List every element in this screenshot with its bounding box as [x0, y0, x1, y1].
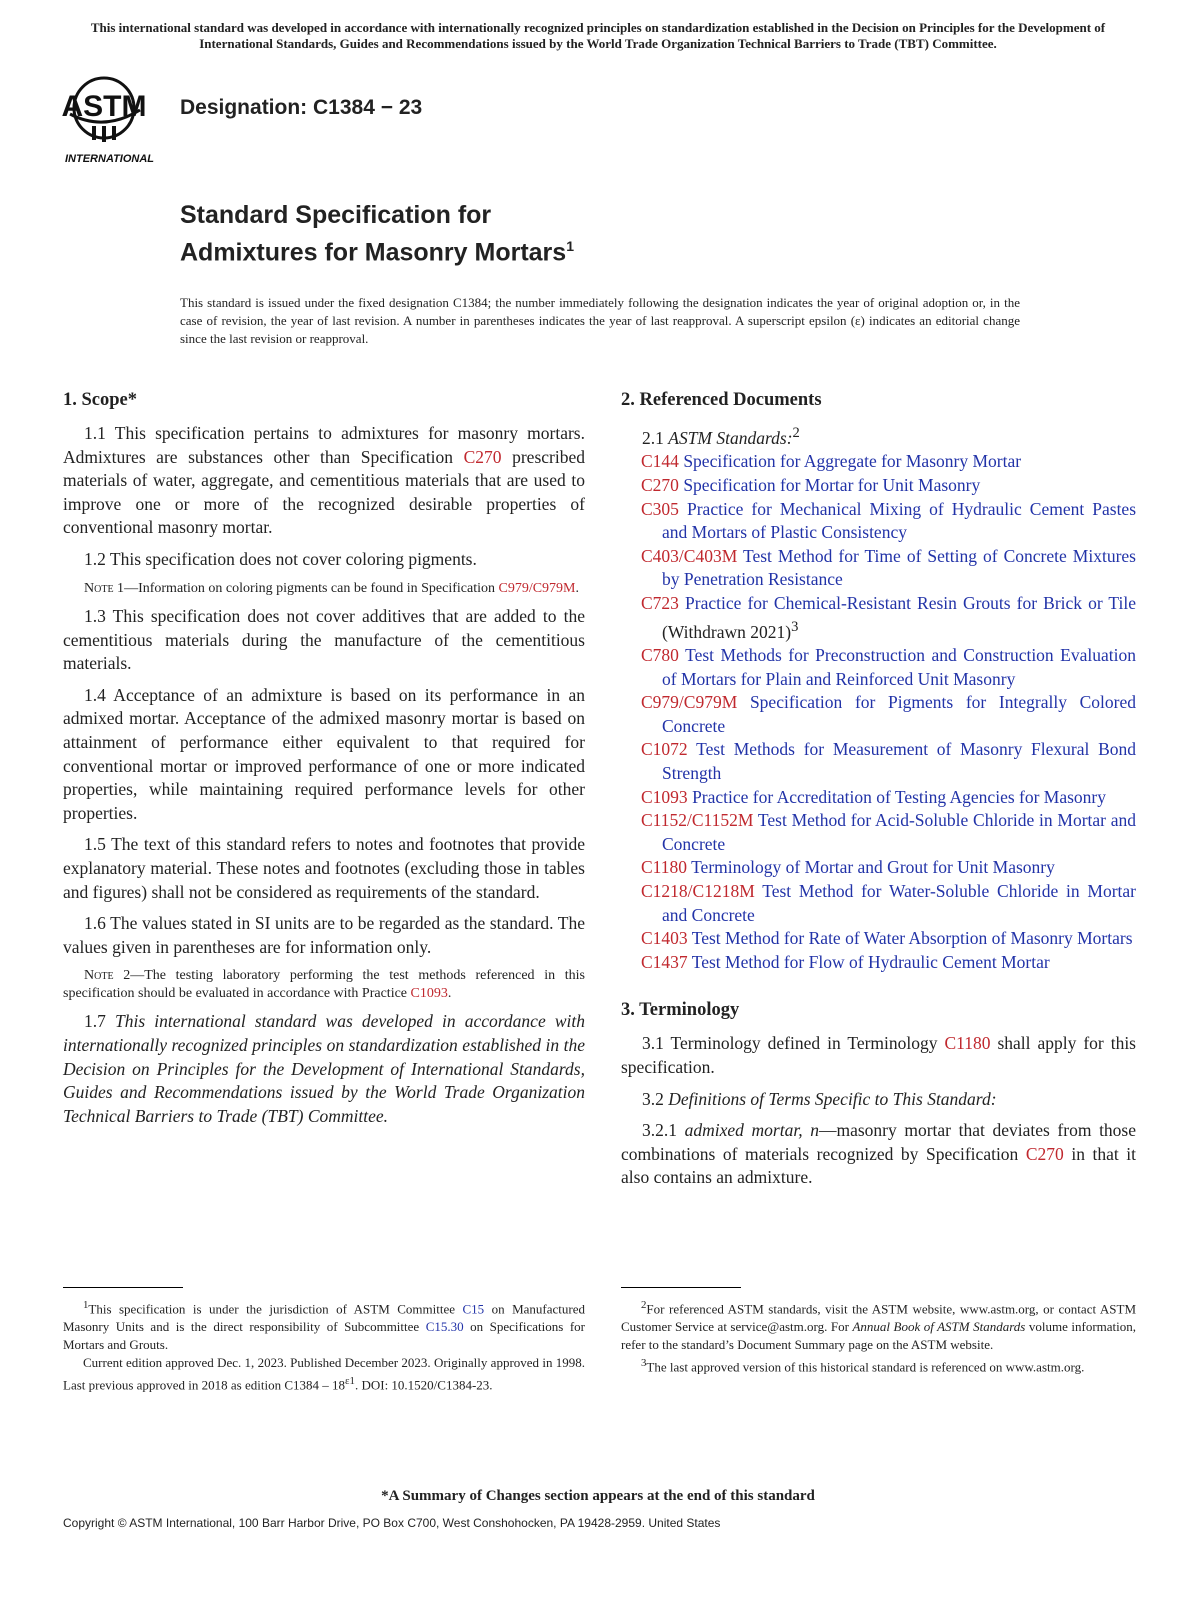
note-2: Note 2—The testing laboratory performing the test methods referenced in this specification should be evaluated in accordance with Practice C1093.	[63, 968, 585, 1001]
left-column	[63, 388, 585, 1136]
link-c979[interactable]: C979/C979M	[498, 580, 576, 596]
summary-of-changes-note: *A Summary of Changes section appears at the end of this standard	[381, 1488, 815, 1504]
footnote-3: $^3$The last approved version of this historical standard is referenced on www.astm.org.	[641, 1357, 1085, 1375]
ref-item[interactable]: C144 Specification for Aggregate for Masonry Mortar	[641, 451, 1022, 472]
logo-subtext: INTERNATIONAL	[65, 153, 155, 165]
para-3-2-1: 3.2.1 admixed mortar, n—masonry mortar that deviates from those combinations of materials recognized by Specification C270 in that it also contains an admixture.	[621, 1120, 1137, 1188]
astm-standards-label: 2.1 ASTM Standards:$^2$	[642, 425, 800, 448]
footnote-ref-3[interactable]: 3	[791, 618, 799, 635]
right-column	[621, 388, 1136, 1198]
astm-logo	[62, 70, 172, 165]
designation: Designation: C1384 − 23	[180, 96, 423, 119]
para-1-5: 1.5 The text of this standard refers to notes and footnotes that provide explanatory material. These notes and footnotes (excluding those in tables and figures) shall not be considered as requirements of the standard.	[63, 834, 585, 902]
para-1-6: 1.6 The values stated in SI units are to be regarded as the standard. The values given in parentheses are for information only.	[63, 913, 585, 957]
para-3-2: 3.2 Definitions of Terms Specific to This Standard:	[642, 1088, 997, 1109]
footnotes-left	[63, 1296, 585, 1395]
title-footnote-ref[interactable]: 1	[566, 238, 574, 254]
footnote-1-edition: Current edition approved Dec. 1, 2023. Published December 2023. Originally approved in 1998. Last previous approved in 2018 as edition $C1384 - 18^{\varepsilon 1}$. DOI: 10.1520/C1384-23.	[63, 1355, 585, 1393]
link-c270-b[interactable]: C270	[1025, 1143, 1064, 1164]
ref-item[interactable]: C403/C403M Test Method for Time of Setting of Concrete Mixtures by Penetration Resistance	[641, 545, 1136, 590]
para-1-7: 1.7 This international standard was developed in accordance with internationally recognized principles on standardization established in the Decision on Principles for the Development of International Standards, Guides and Recommendations issued by the World Trade Organization Technical Barriers to Trade (TBT) Committee.	[63, 1011, 586, 1126]
logo-text: ASTM	[62, 90, 147, 123]
ref-item[interactable]: C1152/C1152M Test Method for Acid-Soluble Chloride in Mortar and Concrete	[641, 810, 1136, 854]
ref-item[interactable]: C270 Specification for Mortar for Unit Masonry	[641, 475, 981, 496]
scope-heading: 1. Scope*	[63, 390, 137, 410]
copyright: Copyright © ASTM International, 100 Barr Harbor Drive, PO Box C700, West Conshohocken, PA 19428-2959. United States	[63, 1516, 721, 1530]
ref-item[interactable]: C1072 Test Methods for Measurement of Masonry Flexural Bond Strength	[641, 739, 1137, 783]
para-1-2: 1.2 This specification does not cover coloring pigments.	[84, 548, 477, 569]
footnote-2: $^2$For referenced ASTM standards, visit the ASTM website, www.astm.org, or contact ASTM Customer Service at service@astm.org. For Annual Book of ASTM Standards volume information, refer to the standard’s Document Summary page on the ASTM website.	[621, 1299, 1137, 1353]
ref-item[interactable]: C1403 Test Method for Rate of Water Absorption of Masonry Mortars	[641, 928, 1133, 949]
ref-item[interactable]: C1093 Practice for Accreditation of Testing Agencies for Masonry	[641, 786, 1107, 807]
footnotes-right	[621, 1296, 1136, 1377]
title-line-2	[180, 231, 574, 268]
terminology-heading: 3. Terminology	[621, 1000, 740, 1021]
footnote-1: $^1$This specification is under the jurisdiction of ASTM Committee C15 on Manufactured Masonry Units and is the direct responsibility of Subcommittee C15.30 on Specifications for Mortars and Grouts.	[63, 1299, 585, 1353]
footnote-rule-right	[621, 1287, 741, 1288]
link-c1180[interactable]: C1180	[944, 1033, 991, 1054]
link-c270[interactable]: C270	[463, 446, 502, 467]
note-1: Note 1—Information on coloring pigments can be found in Specification C979/C979M.	[84, 580, 579, 596]
document-title	[180, 200, 574, 268]
footnote-ref-2[interactable]: 2	[792, 425, 800, 441]
ref-item[interactable]: C1437 Test Method for Flow of Hydraulic Cement Mortar	[641, 951, 1050, 972]
title-text: Admixtures for Masonry Mortars	[180, 238, 567, 267]
wto-notice: This international standard was developed in accordance with internationally recognized principles on standardization established in the Decision on Principles for the Development of International Standards, Guides and Recommendations issued by the World Trade Organization Technical Barriers to Trade (TBT) Committee.	[90, 20, 1106, 51]
title-line-1: Standard Specification for	[180, 201, 492, 229]
reference-list	[621, 450, 1136, 974]
link-c15-30[interactable]: C15.30	[425, 1319, 464, 1335]
para-1-4: 1.4 Acceptance of an admixture is based on its performance in an admixed mortar. Acceptance of the admixed masonry mortar is based on attainment of performance either equivalent to that required for conventional mortar or improved performance of one or more indicated properties, while maintaining required performance levels for other properties.	[63, 684, 585, 823]
para-1-3: 1.3 This specification does not cover additives that are added to the cementitious materials during the manufacture of the cementitious materials.	[63, 606, 585, 674]
ref-item[interactable]: C979/C979M Specification for Pigments for Integrally Colored Concrete	[641, 692, 1136, 736]
link-c15[interactable]: C15	[462, 1301, 485, 1317]
issuance-statement: This standard is issued under the fixed designation C1384; the number immediately following the designation indicates the year of original adoption or, in the case of revision, the year of last revision. A number in parentheses indicates the year of last reapproval. A superscript epsilon (ε) indicates an editorial change since the last revision or reapproval.	[180, 295, 1020, 346]
refdocs-heading: 2. Referenced Documents	[621, 390, 822, 410]
ref-item[interactable]: C1218/C1218M Test Method for Water-Soluble Chloride in Mortar and Concrete	[641, 880, 1136, 925]
ref-item[interactable]: C723 Practice for Chemical-Resistant Resin Grouts for Brick or Tile (Withdrawn 2021)$^3$	[641, 592, 1136, 642]
para-3-1: 3.1 Terminology defined in Terminology C1180 shall apply for this specification.	[621, 1033, 1136, 1077]
ref-item[interactable]: C1180 Terminology of Mortar and Grout for Unit Masonry	[641, 857, 1055, 878]
footnote-rule-left	[63, 1287, 183, 1288]
link-c1093[interactable]: C1093	[410, 985, 448, 1001]
ref-item[interactable]: C305 Practice for Mechanical Mixing of Hydraulic Cement Pastes and Mortars of Plastic Consistency	[641, 498, 1137, 543]
ref-item[interactable]: C780 Test Methods for Preconstruction and Construction Evaluation of Mortars for Plain and Reinforced Unit Masonry	[641, 645, 1136, 689]
para-1-1: 1.1 This specification pertains to admixtures for masonry mortars. Admixtures are substances other than Specification C270 prescribed materials of water, aggregate, and cementitious materials that are used to improve one or more of the recognized desirable properties of conventional masonry mortar.	[63, 423, 585, 538]
